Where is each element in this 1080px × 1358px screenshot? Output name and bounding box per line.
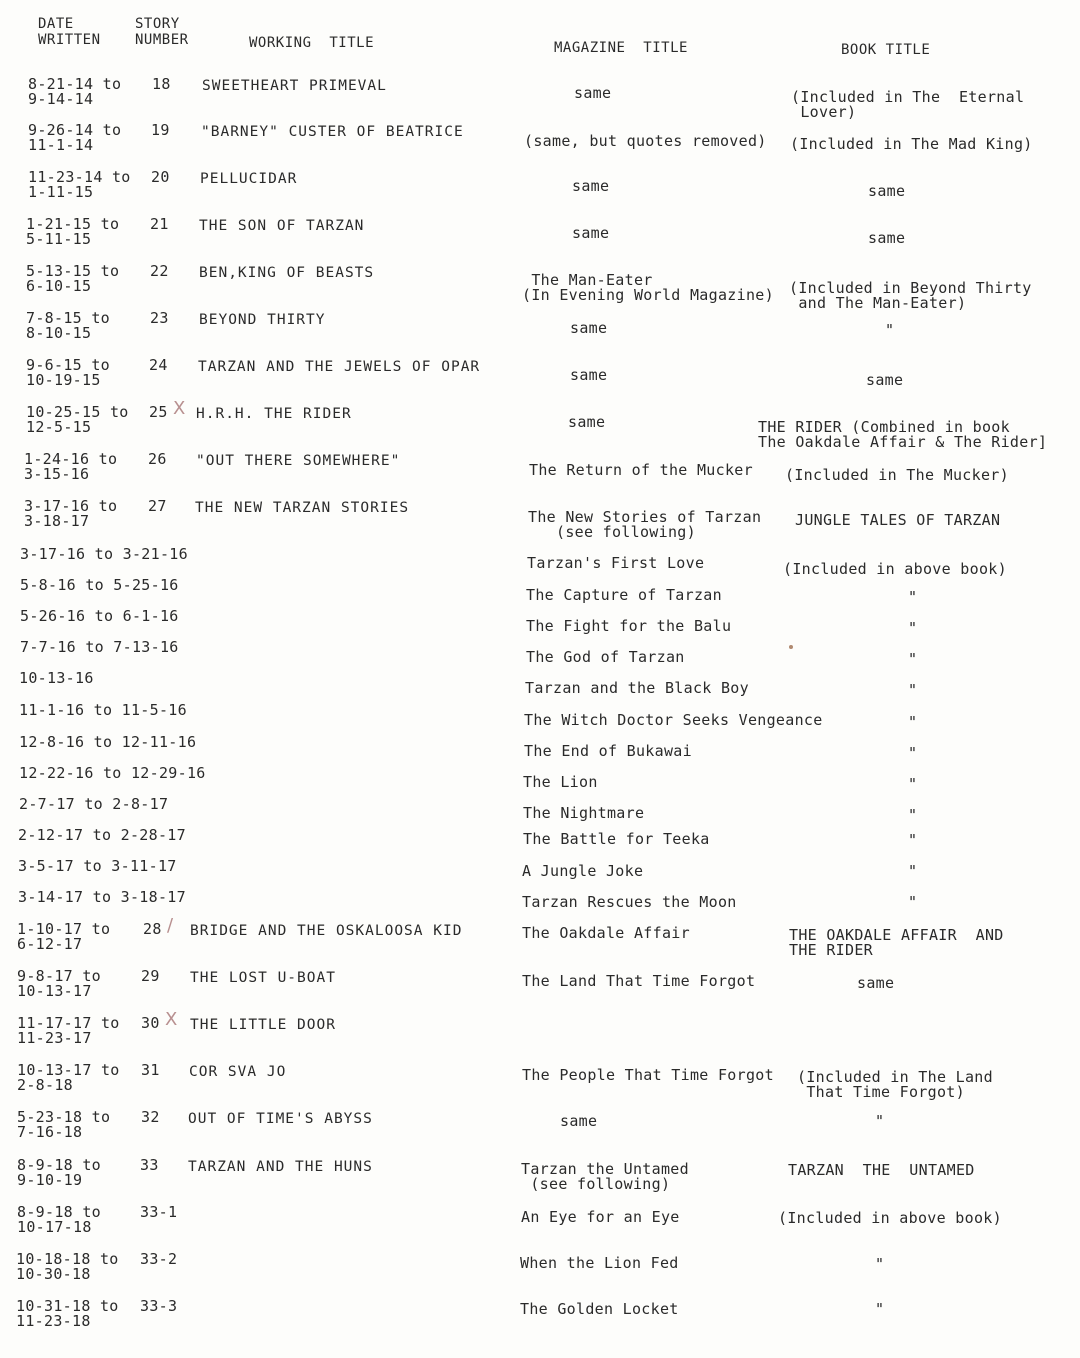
book-title-cell: same	[866, 371, 904, 389]
date-written-cell: 5-26-16 to 6-1-16	[20, 607, 179, 625]
check-mark: /	[167, 915, 174, 936]
working-title-cell: H.R.H. THE RIDER	[196, 406, 352, 422]
date-written-cell: 10-31-18 to 11-23-18	[16, 1297, 119, 1330]
magazine-title-cell: The Oakdale Affair	[522, 924, 690, 942]
date-written-cell: 10-18-18 to 10-30-18	[16, 1250, 119, 1283]
magazine-title-cell: (same, but quotes removed)	[524, 132, 767, 150]
book-title-cell: (Included in above book)	[783, 560, 1007, 578]
story-number-cell: 26	[148, 450, 167, 468]
story-number-cell: 23	[150, 309, 169, 327]
book-title-cell: "	[908, 619, 918, 637]
book-title-cell: "	[908, 775, 918, 793]
book-title-cell: "	[908, 744, 918, 762]
book-title-cell: "	[908, 862, 918, 880]
magazine-title-cell: When the Lion Fed	[520, 1254, 679, 1272]
story-number-cell: 24	[149, 356, 168, 374]
magazine-title-cell: The Golden Locket	[520, 1300, 679, 1318]
header-magazine-title: MAGAZINE TITLE	[554, 40, 688, 56]
working-title-cell: TARZAN AND THE HUNS	[188, 1159, 373, 1175]
date-written-cell: 10-25-15 to 12-5-15	[26, 403, 129, 436]
book-title-cell: "	[908, 588, 918, 606]
book-title-cell: TARZAN THE UNTAMED	[788, 1161, 975, 1179]
book-title-cell: "	[908, 831, 918, 849]
story-number-cell: 33-2	[140, 1250, 178, 1268]
magazine-title-cell: same	[570, 319, 608, 337]
header-date-written: DATE WRITTEN	[38, 16, 101, 48]
date-written-cell: 9-26-14 to 11-1-14	[28, 121, 122, 154]
book-title-cell: (Included in The Eternal Lover)	[791, 88, 1025, 121]
book-title-cell: (Included in The Mad King)	[790, 135, 1033, 153]
magazine-title-cell: The Man-Eater (In Evening World Magazine)	[522, 271, 774, 304]
working-title-cell: OUT OF TIME'S ABYSS	[188, 1111, 373, 1127]
date-written-cell: 12-22-16 to 12-29-16	[19, 764, 206, 782]
date-written-cell: 5-8-16 to 5-25-16	[20, 576, 179, 594]
story-number-cell: 31	[141, 1061, 160, 1079]
story-number-cell: 27	[148, 497, 167, 515]
magazine-title-cell: The End of Bukawai	[524, 742, 692, 760]
date-written-cell: 8-9-18 to 10-17-18	[17, 1203, 101, 1236]
book-title-cell: (Included in Beyond Thirty and The Man-Eater)	[789, 279, 1032, 312]
working-title-cell: BRIDGE AND THE OSKALOOSA KID	[190, 923, 463, 939]
date-written-cell: 12-8-16 to 12-11-16	[19, 733, 197, 751]
date-written-cell: 2-7-17 to 2-8-17	[19, 795, 169, 813]
story-number-cell: 25	[149, 403, 168, 421]
magazine-title-cell: The People That Time Forgot	[522, 1066, 774, 1084]
date-written-cell: 3-17-16 to 3-18-17	[24, 497, 118, 530]
working-title-cell: COR SVA JO	[189, 1064, 287, 1080]
working-title-cell: THE SON OF TARZAN	[199, 218, 365, 234]
book-title-cell: (Included in above book)	[778, 1209, 1002, 1227]
magazine-title-cell: The Fight for the Balu	[526, 617, 732, 635]
story-number-cell: 18	[152, 75, 171, 93]
magazine-title-cell: The Battle for Teeka	[523, 830, 710, 848]
magazine-title-cell: Tarzan Rescues the Moon	[522, 893, 737, 911]
magazine-title-cell: same	[572, 224, 610, 242]
story-number-cell: 33-3	[140, 1297, 178, 1315]
date-written-cell: 1-21-15 to 5-11-15	[26, 215, 120, 248]
header-working-title: WORKING TITLE	[249, 35, 375, 51]
date-written-cell: 8-21-14 to 9-14-14	[28, 75, 122, 108]
book-title-cell: same	[868, 229, 906, 247]
ink-spot	[789, 645, 793, 649]
book-title-cell: (Included in The Mucker)	[785, 466, 1009, 484]
date-written-cell: 8-9-18 to 9-10-19	[17, 1156, 101, 1189]
magazine-title-cell: The Witch Doctor Seeks Vengeance	[524, 711, 823, 729]
working-title-cell: "BARNEY" CUSTER OF BEATRICE	[201, 124, 464, 140]
working-title-cell: BEN,KING OF BEASTS	[199, 265, 375, 281]
working-title-cell: PELLUCIDAR	[200, 171, 298, 187]
story-number-cell: 20	[151, 168, 170, 186]
working-title-cell: "OUT THERE SOMEWHERE"	[196, 453, 401, 469]
check-mark: X	[173, 398, 186, 419]
date-written-cell: 7-8-15 to 8-10-15	[26, 309, 110, 342]
working-title-cell: BEYOND THIRTY	[199, 312, 326, 328]
working-title-cell: TARZAN AND THE JEWELS OF OPAR	[198, 359, 481, 375]
magazine-title-cell: The God of Tarzan	[526, 648, 685, 666]
date-written-cell: 7-7-16 to 7-13-16	[20, 638, 179, 656]
check-mark: X	[165, 1009, 178, 1030]
header-book-title: BOOK TITLE	[841, 42, 931, 58]
story-number-cell: 32	[141, 1108, 160, 1126]
magazine-title-cell: The Nightmare	[523, 804, 645, 822]
book-title-cell: THE OAKDALE AFFAIR AND THE RIDER	[789, 926, 1004, 959]
date-written-cell: 5-13-15 to 6-10-15	[26, 262, 120, 295]
date-written-cell: 3-14-17 to 3-18-17	[18, 888, 186, 906]
story-number-cell: 29	[141, 967, 160, 985]
book-title-cell: (Included in The Land That Time Forgot)	[797, 1068, 993, 1101]
story-number-cell: 30	[141, 1014, 160, 1032]
book-title-cell: same	[868, 182, 906, 200]
magazine-title-cell: A Jungle Joke	[522, 862, 644, 880]
date-written-cell: 5-23-18 to 7-16-18	[17, 1108, 111, 1141]
magazine-title-cell: Tarzan's First Love	[527, 554, 705, 572]
book-title-cell: same	[857, 974, 895, 992]
magazine-title-cell: same	[568, 413, 606, 431]
book-title-cell: "	[908, 806, 918, 824]
magazine-title-cell: The Return of the Mucker	[529, 461, 753, 479]
book-title-cell: THE RIDER (Combined in book The Oakdale Affair & The Rider]	[758, 418, 1048, 451]
date-written-cell: 2-12-17 to 2-28-17	[18, 826, 186, 844]
date-written-cell: 1-10-17 to 6-12-17	[17, 920, 111, 953]
book-title-cell: "	[875, 1255, 885, 1273]
working-title-cell: THE NEW TARZAN STORIES	[195, 500, 410, 516]
story-number-cell: 28	[143, 920, 162, 938]
story-number-cell: 33-1	[140, 1203, 178, 1221]
date-written-cell: 11-17-17 to 11-23-17	[17, 1014, 120, 1047]
book-title-cell: "	[885, 321, 895, 339]
book-title-cell: "	[908, 681, 918, 699]
date-written-cell: 3-5-17 to 3-11-17	[18, 857, 177, 875]
magazine-title-cell: same	[560, 1112, 598, 1130]
date-written-cell: 3-17-16 to 3-21-16	[20, 545, 188, 563]
working-title-cell: THE LOST U-BOAT	[190, 970, 336, 986]
magazine-title-cell: The Capture of Tarzan	[526, 586, 722, 604]
magazine-title-cell: The Lion	[523, 773, 598, 791]
story-number-cell: 21	[150, 215, 169, 233]
story-number-cell: 19	[151, 121, 170, 139]
magazine-title-cell: same	[574, 84, 612, 102]
working-title-cell: THE LITTLE DOOR	[190, 1017, 336, 1033]
date-written-cell: 11-1-16 to 11-5-16	[19, 701, 187, 719]
magazine-title-cell: Tarzan the Untamed (see following)	[521, 1160, 689, 1193]
working-title-cell: SWEETHEART PRIMEVAL	[202, 78, 387, 94]
magazine-title-cell: same	[572, 177, 610, 195]
story-number-cell: 22	[150, 262, 169, 280]
story-number-cell: 33	[140, 1156, 159, 1174]
date-written-cell: 10-13-17 to 2-8-18	[17, 1061, 120, 1094]
magazine-title-cell: The Land That Time Forgot	[522, 972, 756, 990]
magazine-title-cell: same	[570, 366, 608, 384]
date-written-cell: 9-6-15 to 10-19-15	[26, 356, 110, 389]
date-written-cell: 10-13-16	[19, 669, 94, 687]
book-title-cell: "	[908, 713, 918, 731]
magazine-title-cell: An Eye for an Eye	[521, 1208, 680, 1226]
book-title-cell: "	[908, 650, 918, 668]
date-written-cell: 9-8-17 to 10-13-17	[17, 967, 101, 1000]
magazine-title-cell: Tarzan and the Black Boy	[525, 679, 749, 697]
date-written-cell: 11-23-14 to 1-11-15	[28, 168, 131, 201]
magazine-title-cell: The New Stories of Tarzan (see following)	[528, 508, 762, 541]
book-title-cell: "	[908, 893, 918, 911]
book-title-cell: "	[875, 1300, 885, 1318]
book-title-cell: "	[875, 1112, 885, 1130]
date-written-cell: 1-24-16 to 3-15-16	[24, 450, 118, 483]
header-story-number: STORY NUMBER	[135, 16, 189, 48]
book-title-cell: JUNGLE TALES OF TARZAN	[795, 511, 1001, 529]
